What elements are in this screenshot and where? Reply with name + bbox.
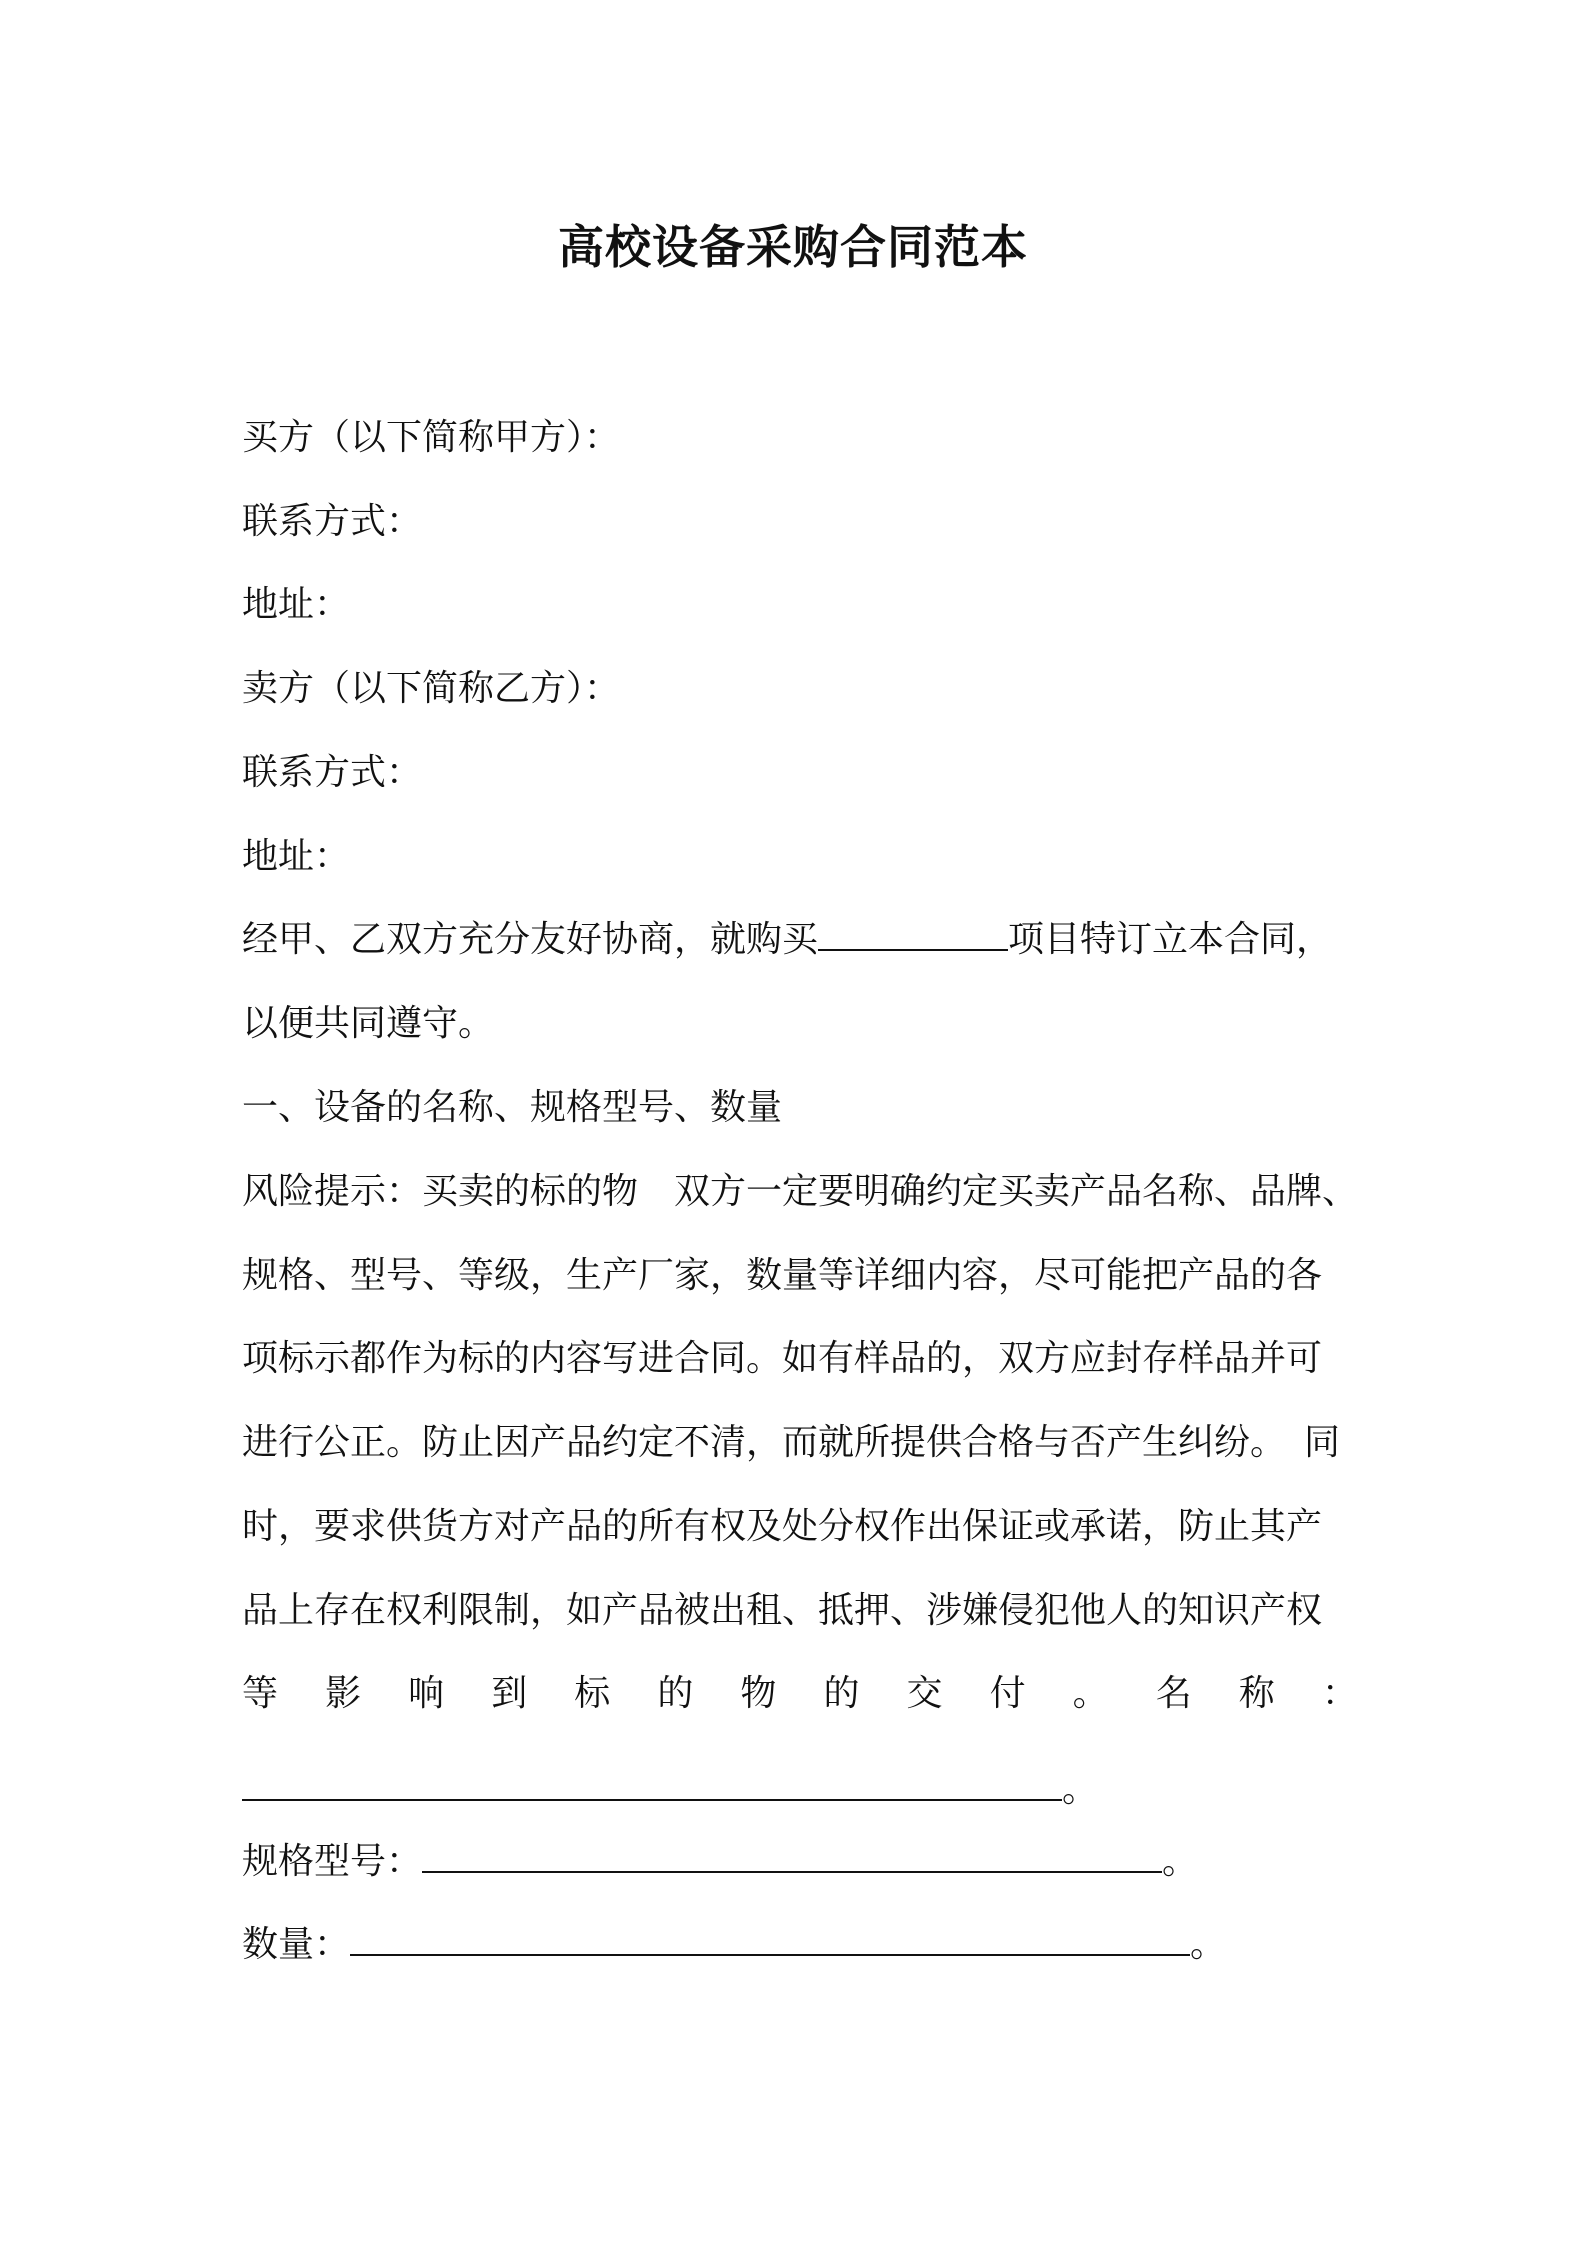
spread-char: 的 — [823, 1673, 860, 1714]
spread-char: 付 — [989, 1673, 1026, 1714]
intro-line-1-suffix: 项目特订立本合同， — [1008, 919, 1333, 960]
spec-field-end: 。 — [1162, 1841, 1199, 1882]
risk-line-4: 进行公正。防止因产品约定不清，而就所提供合格与否产生纠纷。 同 — [242, 1422, 1341, 1463]
spread-char: ： — [1321, 1673, 1358, 1714]
buyer-label: 买方（以下简称甲方）： — [242, 417, 621, 458]
spread-char: 物 — [740, 1673, 777, 1714]
document-title: 高校设备采购合同范本 — [558, 220, 1028, 274]
name-field-line — [242, 1762, 1358, 1818]
spread-char: 响 — [408, 1673, 445, 1714]
spread-char: 的 — [657, 1673, 694, 1714]
section-1-heading: 一、设备的名称、规格型号、数量 — [242, 1087, 783, 1128]
risk-line-2: 规格、型号、等级，生产厂家，数量等详细内容，尽可能把产品的各 — [242, 1255, 1323, 1296]
buyer-address-label: 地址： — [242, 584, 351, 625]
quantity-blank-field[interactable] — [350, 1918, 1190, 1956]
intro-line-1 — [242, 912, 1358, 968]
quantity-field-line — [242, 1917, 1358, 1973]
name-blank-field[interactable] — [242, 1763, 1062, 1801]
spec-field-line — [242, 1834, 1358, 1890]
name-field-end: 。 — [1062, 1769, 1099, 1810]
risk-line-6: 品上存在权利限制，如产品被出租、抵押、涉嫌侵犯他人的知识产权 — [242, 1590, 1323, 1631]
spread-char: 称 — [1238, 1673, 1275, 1714]
spread-char: 标 — [574, 1673, 611, 1714]
project-blank-field[interactable] — [818, 913, 1008, 951]
risk-line-5: 时，要求供货方对产品的所有权及处分权作出保证或承诺，防止其产 — [242, 1506, 1323, 1547]
intro-line-2: 以便共同遵守。 — [242, 1003, 495, 1044]
seller-contact-label: 联系方式： — [242, 752, 423, 793]
spread-char: 等 — [242, 1673, 279, 1714]
buyer-contact-label: 联系方式： — [242, 501, 423, 542]
seller-label: 卖方（以下简称乙方）： — [242, 668, 621, 709]
risk-line-7-justified — [242, 1666, 1358, 1722]
quantity-field-end: 。 — [1190, 1924, 1227, 1965]
seller-address-label: 地址： — [242, 836, 351, 877]
intro-line-1-prefix: 经甲、乙双方充分友好协商，就购买 — [242, 919, 819, 960]
spread-char: 名 — [1155, 1673, 1192, 1714]
risk-line-1: 风险提示：买卖的标的物 双方一定要明确约定买卖产品名称、品牌、 — [242, 1171, 1359, 1212]
spread-char: 影 — [325, 1673, 362, 1714]
spread-char: 交 — [906, 1673, 943, 1714]
quantity-label: 数量： — [242, 1924, 351, 1965]
spec-label: 规格型号： — [242, 1841, 423, 1882]
spread-char: 。 — [1072, 1673, 1109, 1714]
risk-line-3: 项标示都作为标的内容写进合同。如有样品的，双方应封存样品并可 — [242, 1338, 1323, 1379]
spec-blank-field[interactable] — [422, 1835, 1162, 1873]
spread-char: 到 — [491, 1673, 528, 1714]
